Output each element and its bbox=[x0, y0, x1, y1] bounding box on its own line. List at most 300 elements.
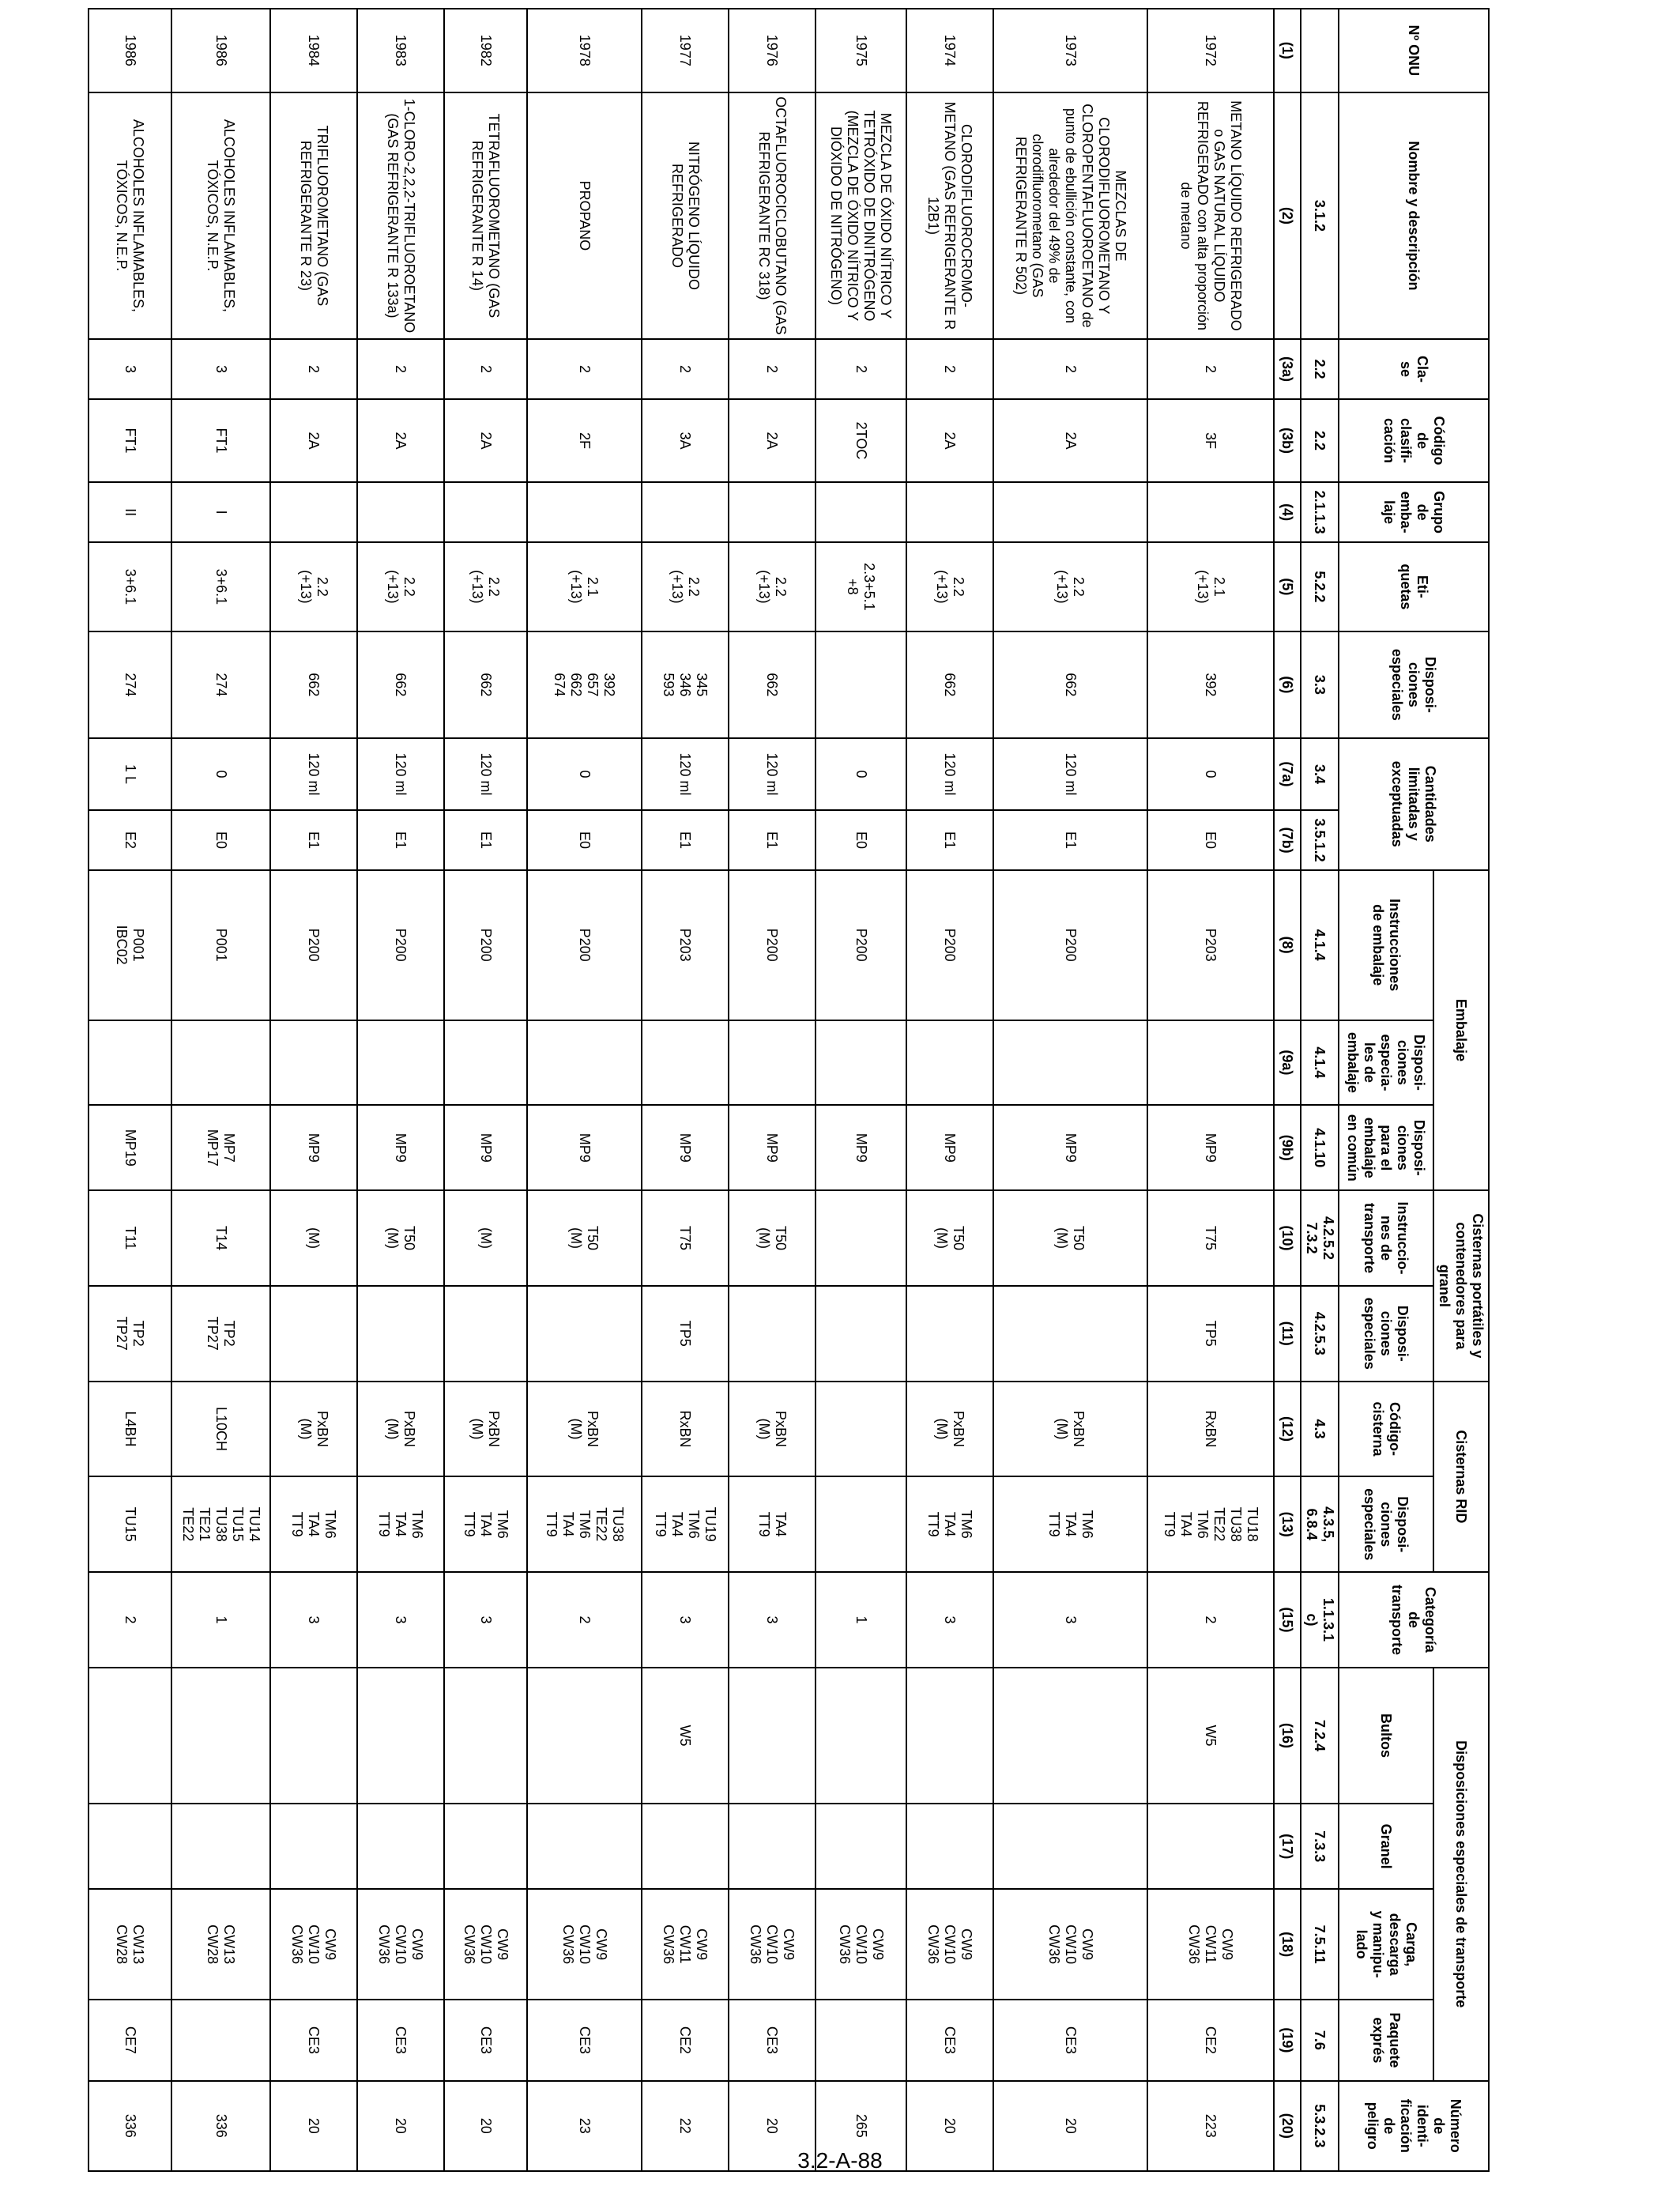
table-cell: 2 bbox=[1147, 1572, 1274, 1668]
table-cell: 2A bbox=[729, 399, 816, 483]
table-cell: 4.1.4 bbox=[1301, 1020, 1339, 1106]
table-body bbox=[89, 9, 1339, 2171]
table-cell bbox=[89, 1668, 171, 1804]
table-cell: 7.2.4 bbox=[1301, 1668, 1339, 1804]
table-cell: CW9 CW11 CW36 bbox=[1147, 1889, 1274, 2000]
table-cell: 392 657 662 674 bbox=[527, 631, 642, 738]
table-cell: 4.2.5.3 bbox=[1301, 1286, 1339, 1382]
table-cell: 20 bbox=[357, 2081, 444, 2171]
table-cell: METANO LÍQUIDO REFRIGERADO o GAS NATURAL LÍQUIDO REFRIGERADO con alta proporción de metano bbox=[1147, 92, 1274, 340]
table-cell: E1 bbox=[906, 810, 993, 869]
table-cell: CE3 bbox=[906, 2000, 993, 2080]
table-cell: ALCOHOLES INFLAMABLES, TÓXICOS, N.E.P. bbox=[171, 92, 270, 340]
table-cell: T75 bbox=[642, 1190, 729, 1286]
table-cell: MP9 bbox=[357, 1105, 444, 1190]
table-cell: E0 bbox=[527, 810, 642, 869]
header-disp-especiales-cisternas-portatiles: Disposi- ciones especiales bbox=[1339, 1286, 1433, 1382]
table-cell: TM6 TA4 TT9 bbox=[993, 1476, 1147, 1572]
table-cell bbox=[906, 1286, 993, 1382]
table-cell: P203 bbox=[642, 870, 729, 1020]
table-cell: ALCOHOLES INFLAMABLES, TÓXICOS, N.E.P. bbox=[89, 92, 171, 340]
table-cell: 4.1.4 bbox=[1301, 870, 1339, 1020]
table-cell: 7.6 bbox=[1301, 2000, 1339, 2080]
table-cell: 2.1.1.3 bbox=[1301, 482, 1339, 541]
table-row bbox=[527, 9, 642, 2171]
table-cell bbox=[906, 1668, 993, 1804]
table-cell bbox=[816, 1382, 906, 1477]
table-cell: P203 bbox=[1147, 870, 1274, 1020]
table-row bbox=[729, 9, 816, 2171]
table-cell bbox=[1147, 482, 1274, 541]
table-cell: 5.2.2 bbox=[1301, 542, 1339, 631]
table-cell: 0 bbox=[816, 738, 906, 811]
table-cell: TM6 TA4 TT9 bbox=[444, 1476, 527, 1572]
table-cell bbox=[357, 1286, 444, 1382]
table-cell bbox=[1147, 1020, 1274, 1106]
table-cell: PxBN (M) bbox=[270, 1382, 357, 1477]
table-cell bbox=[1147, 1804, 1274, 1889]
table-cell: 1-CLORO-2,2,2-TRIFLUOROETANO (GAS REFRIGERANTE R 133a) bbox=[357, 92, 444, 340]
table-cell: TRIFLUOROMETANO (GAS REFRIGERANTE R 23) bbox=[270, 92, 357, 340]
table-cell: CW9 CW10 CW36 bbox=[527, 1889, 642, 2000]
table-cell: (2) bbox=[1274, 92, 1301, 340]
table-cell: T14 bbox=[171, 1190, 270, 1286]
table-cell: RxBN bbox=[642, 1382, 729, 1477]
table-cell: 3 bbox=[729, 1572, 816, 1668]
header-numero-peligro: Número de identi- ficación de peligro bbox=[1339, 2081, 1489, 2171]
table-cell: 1978 bbox=[527, 9, 642, 92]
table-cell: E1 bbox=[729, 810, 816, 869]
table-cell: TU18 TU38 TE22 TM6 TA4 TT9 bbox=[1147, 1476, 1274, 1572]
table-row bbox=[444, 9, 527, 2171]
table-cell: E1 bbox=[642, 810, 729, 869]
table-cell bbox=[444, 1286, 527, 1382]
table-cell bbox=[270, 1286, 357, 1382]
table-cell: 662 bbox=[729, 631, 816, 738]
table-cell: CW13 CW28 bbox=[171, 1889, 270, 2000]
table-cell: 2.2 (+13) bbox=[444, 542, 527, 631]
table-cell: 2F bbox=[527, 399, 642, 483]
table-cell bbox=[729, 1668, 816, 1804]
table-cell bbox=[816, 1804, 906, 1889]
table-cell: CE3 bbox=[993, 2000, 1147, 2080]
table-cell: 1972 bbox=[1147, 9, 1274, 92]
table-cell: PxBN (M) bbox=[906, 1382, 993, 1477]
table-cell: P200 bbox=[444, 870, 527, 1020]
table-cell: (19) bbox=[1274, 2000, 1301, 2080]
table-cell: 1983 bbox=[357, 9, 444, 92]
table-cell bbox=[729, 1286, 816, 1382]
table-cell: PxBN (M) bbox=[527, 1382, 642, 1477]
table-cell: 662 bbox=[357, 631, 444, 738]
table-cell: (3b) bbox=[1274, 399, 1301, 483]
table-cell: P200 bbox=[270, 870, 357, 1020]
table-cell: TU19 TM6 TA4 TT9 bbox=[642, 1476, 729, 1572]
header-instrucciones-transporte: Instruccio- nes de transporte bbox=[1339, 1190, 1433, 1286]
table-cell bbox=[270, 1668, 357, 1804]
table-cell: CLORODIFLUOROCROMO-METANO (GAS REFRIGERANTE R 12B1) bbox=[906, 92, 993, 340]
table-cell: 3F bbox=[1147, 399, 1274, 483]
table-cell: 1986 bbox=[171, 9, 270, 92]
table-cell: (8) bbox=[1274, 870, 1301, 1020]
table-cell: 2.2 (+13) bbox=[357, 542, 444, 631]
table-cell bbox=[816, 1190, 906, 1286]
table-cell: (7b) bbox=[1274, 810, 1301, 869]
table-cell: PxBN (M) bbox=[357, 1382, 444, 1477]
table-cell: 662 bbox=[444, 631, 527, 738]
table-cell: T50 (M) bbox=[527, 1190, 642, 1286]
header-codigo-clasificacion: Código de clasifi- cación bbox=[1339, 399, 1489, 483]
table-cell: 2A bbox=[444, 399, 527, 483]
header-disp-embalaje-comun: Disposi- ciones para el embalaje en común bbox=[1339, 1105, 1433, 1190]
table-cell: CE2 bbox=[642, 2000, 729, 2080]
table-cell: CE3 bbox=[357, 2000, 444, 2080]
table-cell: 3+6.1 bbox=[89, 542, 171, 631]
table-cell: 1986 bbox=[89, 9, 171, 92]
table-cell: 2.2 (+13) bbox=[642, 542, 729, 631]
header-instrucciones-embalaje: Instrucciones de embalaje bbox=[1339, 870, 1433, 1020]
table-cell bbox=[642, 1020, 729, 1106]
table-cell: CW13 CW28 bbox=[89, 1889, 171, 2000]
table-cell bbox=[444, 1804, 527, 1889]
table-cell: 1.1.3.1 c) bbox=[1301, 1572, 1339, 1668]
table-cell: FT1 bbox=[89, 399, 171, 483]
table-cell: CE2 bbox=[1147, 2000, 1274, 2080]
table-cell: 1982 bbox=[444, 9, 527, 92]
table-cell: 2 bbox=[816, 339, 906, 398]
table-cell: MP9 bbox=[729, 1105, 816, 1190]
table-cell: TU15 bbox=[89, 1476, 171, 1572]
table-cell: 2.2 (+13) bbox=[729, 542, 816, 631]
table-cell bbox=[816, 482, 906, 541]
table-cell: (6) bbox=[1274, 631, 1301, 738]
table-cell: CW9 CW10 CW36 bbox=[270, 1889, 357, 2000]
table-cell: 120 ml bbox=[906, 738, 993, 811]
table-cell: 392 bbox=[1147, 631, 1274, 738]
table-cell: E1 bbox=[357, 810, 444, 869]
table-cell: E0 bbox=[816, 810, 906, 869]
table-cell: 2A bbox=[993, 399, 1147, 483]
table-cell: (12) bbox=[1274, 1382, 1301, 1477]
table-row bbox=[1147, 9, 1274, 2171]
table-cell: T50 (M) bbox=[729, 1190, 816, 1286]
table-cell: 2TOC bbox=[816, 399, 906, 483]
table-row bbox=[171, 9, 270, 2171]
table-row bbox=[906, 9, 993, 2171]
table-cell: 7.3.3 bbox=[1301, 1804, 1339, 1889]
table-cell: 20 bbox=[270, 2081, 357, 2171]
table-cell: TP2 TP27 bbox=[89, 1286, 171, 1382]
table-cell bbox=[527, 1668, 642, 1804]
table-cell bbox=[816, 1668, 906, 1804]
table-cell: 3 bbox=[642, 1572, 729, 1668]
table-cell: FT1 bbox=[171, 399, 270, 483]
table-cell bbox=[816, 1020, 906, 1106]
table-cell: PROPANO bbox=[527, 92, 642, 340]
table-cell: 3 bbox=[357, 1572, 444, 1668]
table-cell bbox=[357, 1020, 444, 1106]
table-cell: E0 bbox=[171, 810, 270, 869]
table-cell: 3 bbox=[444, 1572, 527, 1668]
table-cell: (11) bbox=[1274, 1286, 1301, 1382]
header-carga-descarga: Carga, descarga y manipu- lado bbox=[1339, 1889, 1433, 2000]
table-cell: W5 bbox=[642, 1668, 729, 1804]
table-cell: 4.1.10 bbox=[1301, 1105, 1339, 1190]
table-cell: (9b) bbox=[1274, 1105, 1301, 1190]
header-cisternas-portatiles: Cisternas portátiles y contenedores para granel bbox=[1433, 1190, 1489, 1381]
header-nombre: Nombre y descripción bbox=[1339, 92, 1489, 340]
table-cell: T75 bbox=[1147, 1190, 1274, 1286]
table-cell: 2.1 (+13) bbox=[527, 542, 642, 631]
table-cell: 4.3 bbox=[1301, 1382, 1339, 1477]
table-cell: 3.5.1.2 bbox=[1301, 810, 1339, 869]
table-cell: T11 bbox=[89, 1190, 171, 1286]
table-cell: CE7 bbox=[89, 2000, 171, 2080]
table-cell: TP5 bbox=[1147, 1286, 1274, 1382]
header-paquete-expres: Paquete exprés bbox=[1339, 2000, 1433, 2080]
table-cell: (9a) bbox=[1274, 1020, 1301, 1106]
table-cell bbox=[527, 1020, 642, 1106]
table-cell bbox=[357, 1668, 444, 1804]
table-cell: 1973 bbox=[993, 9, 1147, 92]
table-cell: 1977 bbox=[642, 9, 729, 92]
table-cell: 20 bbox=[729, 2081, 816, 2171]
table-cell: (20) bbox=[1274, 2081, 1301, 2171]
table-cell: 2A bbox=[357, 399, 444, 483]
table-cell: 1975 bbox=[816, 9, 906, 92]
table-cell: 2 bbox=[527, 339, 642, 398]
table-cell: 3.4 bbox=[1301, 738, 1339, 811]
table-cell: 662 bbox=[270, 631, 357, 738]
table-cell: P200 bbox=[527, 870, 642, 1020]
table-cell: 274 bbox=[89, 631, 171, 738]
table-cell bbox=[816, 1286, 906, 1382]
table-cell bbox=[89, 1020, 171, 1106]
table-cell bbox=[527, 1286, 642, 1382]
table-cell bbox=[906, 482, 993, 541]
table-cell: MP19 bbox=[89, 1105, 171, 1190]
table-cell: 120 ml bbox=[357, 738, 444, 811]
table-cell bbox=[993, 1286, 1147, 1382]
table-cell: CE3 bbox=[444, 2000, 527, 2080]
table-cell: NITRÓGENO LÍQUIDO REFRIGERADO bbox=[642, 92, 729, 340]
table-cell: (3a) bbox=[1274, 339, 1301, 398]
table-cell: 120 ml bbox=[993, 738, 1147, 811]
table-cell: 2 bbox=[993, 339, 1147, 398]
table-cell: 120 ml bbox=[729, 738, 816, 811]
table-cell: 20 bbox=[444, 2081, 527, 2171]
table-cell: 120 ml bbox=[270, 738, 357, 811]
table-cell: 2.3+5.1 +8 bbox=[816, 542, 906, 631]
table-cell: II bbox=[89, 482, 171, 541]
table-cell: MEZCLAS DE CLORODIFLUOROMETANO Y CLOROPENTAFLUOROETANO de punto de ebullición constante, con alrededor del 49% de clorodifluorometano (GAS REFRIGERANTE R 502) bbox=[993, 92, 1147, 340]
table-cell: 3 bbox=[993, 1572, 1147, 1668]
table-cell: CE3 bbox=[270, 2000, 357, 2080]
table-cell: 3 bbox=[270, 1572, 357, 1668]
table-cell: TU14 TU15 TU38 TE21 TE22 bbox=[171, 1476, 270, 1572]
table-cell: 7.5.11 bbox=[1301, 1889, 1339, 2000]
table-cell: 22 bbox=[642, 2081, 729, 2171]
table-cell: TU38 TE22 TM6 TA4 TT9 bbox=[527, 1476, 642, 1572]
table-cell: 0 bbox=[527, 738, 642, 811]
table-cell: MP9 bbox=[816, 1105, 906, 1190]
table-cell: 1 L bbox=[89, 738, 171, 811]
table-cell: TP5 bbox=[642, 1286, 729, 1382]
table-cell: 2.2 (+13) bbox=[270, 542, 357, 631]
table-cell: 3 bbox=[89, 339, 171, 398]
table-cell: CW9 CW11 CW36 bbox=[642, 1889, 729, 2000]
table-cell bbox=[906, 1804, 993, 1889]
table-cell bbox=[816, 1476, 906, 1572]
header-disp-especiales-rid: Disposi- ciones especiales bbox=[1339, 1476, 1433, 1572]
table-cell: (15) bbox=[1274, 1572, 1301, 1668]
table-cell bbox=[642, 1804, 729, 1889]
table-cell: 336 bbox=[89, 2081, 171, 2171]
header-no-onu: Nº ONU bbox=[1339, 9, 1489, 92]
table-cell bbox=[642, 482, 729, 541]
table-cell: CW9 CW10 CW36 bbox=[906, 1889, 993, 2000]
table-cell: 2.2 (+13) bbox=[993, 542, 1147, 631]
column-number-row bbox=[1274, 9, 1301, 2171]
dangerous-goods-table bbox=[88, 8, 1490, 2172]
table-cell bbox=[816, 2000, 906, 2080]
page-number: 3.2-A-88 bbox=[797, 2148, 883, 2173]
table-row bbox=[89, 9, 171, 2171]
table-cell: 2 bbox=[642, 339, 729, 398]
table-cell bbox=[357, 1804, 444, 1889]
table-cell: 5.3.2.3 bbox=[1301, 2081, 1339, 2171]
table-cell: 2 bbox=[906, 339, 993, 398]
header-granel: Granel bbox=[1339, 1804, 1433, 1889]
table-cell: 2 bbox=[444, 339, 527, 398]
table-cell bbox=[729, 1020, 816, 1106]
table-cell: 2.2 bbox=[1301, 339, 1339, 398]
table-cell: 23 bbox=[527, 2081, 642, 2171]
table-cell: MP9 bbox=[444, 1105, 527, 1190]
table-row bbox=[357, 9, 444, 2171]
table-cell: (16) bbox=[1274, 1668, 1301, 1804]
table-cell: 20 bbox=[993, 2081, 1147, 2171]
table-cell: CW9 CW10 CW36 bbox=[729, 1889, 816, 2000]
table-cell: CW9 CW10 CW36 bbox=[357, 1889, 444, 2000]
table-cell: TM6 TA4 TT9 bbox=[906, 1476, 993, 1572]
table-cell: P001 IBC02 bbox=[89, 870, 171, 1020]
table-cell: MP9 bbox=[993, 1105, 1147, 1190]
header-grupo-embalaje: Grupo de emba- laje bbox=[1339, 482, 1489, 541]
table-cell: P200 bbox=[729, 870, 816, 1020]
table-cell: CW9 CW10 CW36 bbox=[444, 1889, 527, 2000]
table-cell: (7a) bbox=[1274, 738, 1301, 811]
table-cell: 345 346 593 bbox=[642, 631, 729, 738]
table-cell: T50 (M) bbox=[993, 1190, 1147, 1286]
table-cell bbox=[444, 1668, 527, 1804]
table-cell: I bbox=[171, 482, 270, 541]
table-cell: CW9 CW10 CW36 bbox=[993, 1889, 1147, 2000]
table-cell: T50 (M) bbox=[906, 1190, 993, 1286]
table-cell: MP9 bbox=[270, 1105, 357, 1190]
table-cell: CE3 bbox=[527, 2000, 642, 2080]
table-cell: OCTAFLUOROCICLOBUTANO (GAS REFRIGERANTE RC 318) bbox=[729, 92, 816, 340]
table-header bbox=[1339, 9, 1489, 2171]
table-cell bbox=[993, 1020, 1147, 1106]
table-cell bbox=[729, 1804, 816, 1889]
table-cell bbox=[906, 1020, 993, 1106]
table-cell bbox=[270, 1020, 357, 1106]
table-cell: 4.2.5.2 7.3.2 bbox=[1301, 1190, 1339, 1286]
header-embalaje: Embalaje bbox=[1433, 870, 1489, 1190]
table-cell: 3+6.1 bbox=[171, 542, 270, 631]
table-cell bbox=[171, 1668, 270, 1804]
table-cell bbox=[729, 482, 816, 541]
table-cell: 2 bbox=[1147, 339, 1274, 398]
header-disp-especiales-embalaje: Disposi- ciones especia- les de embalaje bbox=[1339, 1020, 1433, 1106]
table-cell: PxBN (M) bbox=[444, 1382, 527, 1477]
table-cell: 223 bbox=[1147, 2081, 1274, 2171]
table-cell: 662 bbox=[906, 631, 993, 738]
table-cell bbox=[527, 482, 642, 541]
table-cell bbox=[357, 482, 444, 541]
table-cell: RxBN bbox=[1147, 1382, 1274, 1477]
table-cell: 4.3.5, 6.8.4 bbox=[1301, 1476, 1339, 1572]
table-cell: 2 bbox=[357, 339, 444, 398]
table-cell: 2 bbox=[89, 1572, 171, 1668]
table-cell: 2.2 (+13) bbox=[906, 542, 993, 631]
table-cell: MP9 bbox=[642, 1105, 729, 1190]
table-cell: 3A bbox=[642, 399, 729, 483]
table-cell: 3 bbox=[171, 339, 270, 398]
table-cell: W5 bbox=[1147, 1668, 1274, 1804]
table-cell: (10) bbox=[1274, 1190, 1301, 1286]
header-clase: Cla- se bbox=[1339, 339, 1489, 398]
table-row bbox=[993, 9, 1147, 2171]
table-cell bbox=[1301, 9, 1339, 92]
table-cell bbox=[270, 482, 357, 541]
table-cell: L4BH bbox=[89, 1382, 171, 1477]
table-cell: 3.3 bbox=[1301, 631, 1339, 738]
table-cell: TP2 TP27 bbox=[171, 1286, 270, 1382]
table-cell: E1 bbox=[444, 810, 527, 869]
header-disposiciones-especiales: Disposi- ciones especiales bbox=[1339, 631, 1489, 738]
table-cell bbox=[270, 1804, 357, 1889]
table-cell: 0 bbox=[171, 738, 270, 811]
table-cell: 2 bbox=[527, 1572, 642, 1668]
table-cell: TM6 TA4 TT9 bbox=[270, 1476, 357, 1572]
table-row bbox=[816, 9, 906, 2171]
header-etiquetas: Eti- quetas bbox=[1339, 542, 1489, 631]
table-cell: MP9 bbox=[1147, 1105, 1274, 1190]
table-cell: 1 bbox=[171, 1572, 270, 1668]
table-cell: 2A bbox=[906, 399, 993, 483]
table-cell: 2.1 (+13) bbox=[1147, 542, 1274, 631]
table-cell bbox=[444, 1020, 527, 1106]
table-cell: 662 bbox=[993, 631, 1147, 738]
header-bultos: Bultos bbox=[1339, 1668, 1433, 1804]
table-cell: (M) bbox=[444, 1190, 527, 1286]
table-cell: MP7 MP17 bbox=[171, 1105, 270, 1190]
table-cell: MP9 bbox=[906, 1105, 993, 1190]
table-cell: 2A bbox=[270, 399, 357, 483]
header-cisternas-rid: Cisternas RID bbox=[1433, 1382, 1489, 1572]
table-cell: 1 bbox=[816, 1572, 906, 1668]
table-cell: 274 bbox=[171, 631, 270, 738]
table-cell: (18) bbox=[1274, 1889, 1301, 2000]
table-cell bbox=[171, 1804, 270, 1889]
table-cell bbox=[993, 1668, 1147, 1804]
table-cell: 1974 bbox=[906, 9, 993, 92]
table-cell: (5) bbox=[1274, 542, 1301, 631]
table-cell: TETRAFLUOROMETANO (GAS REFRIGERANTE R 14) bbox=[444, 92, 527, 340]
table-cell: (M) bbox=[270, 1190, 357, 1286]
